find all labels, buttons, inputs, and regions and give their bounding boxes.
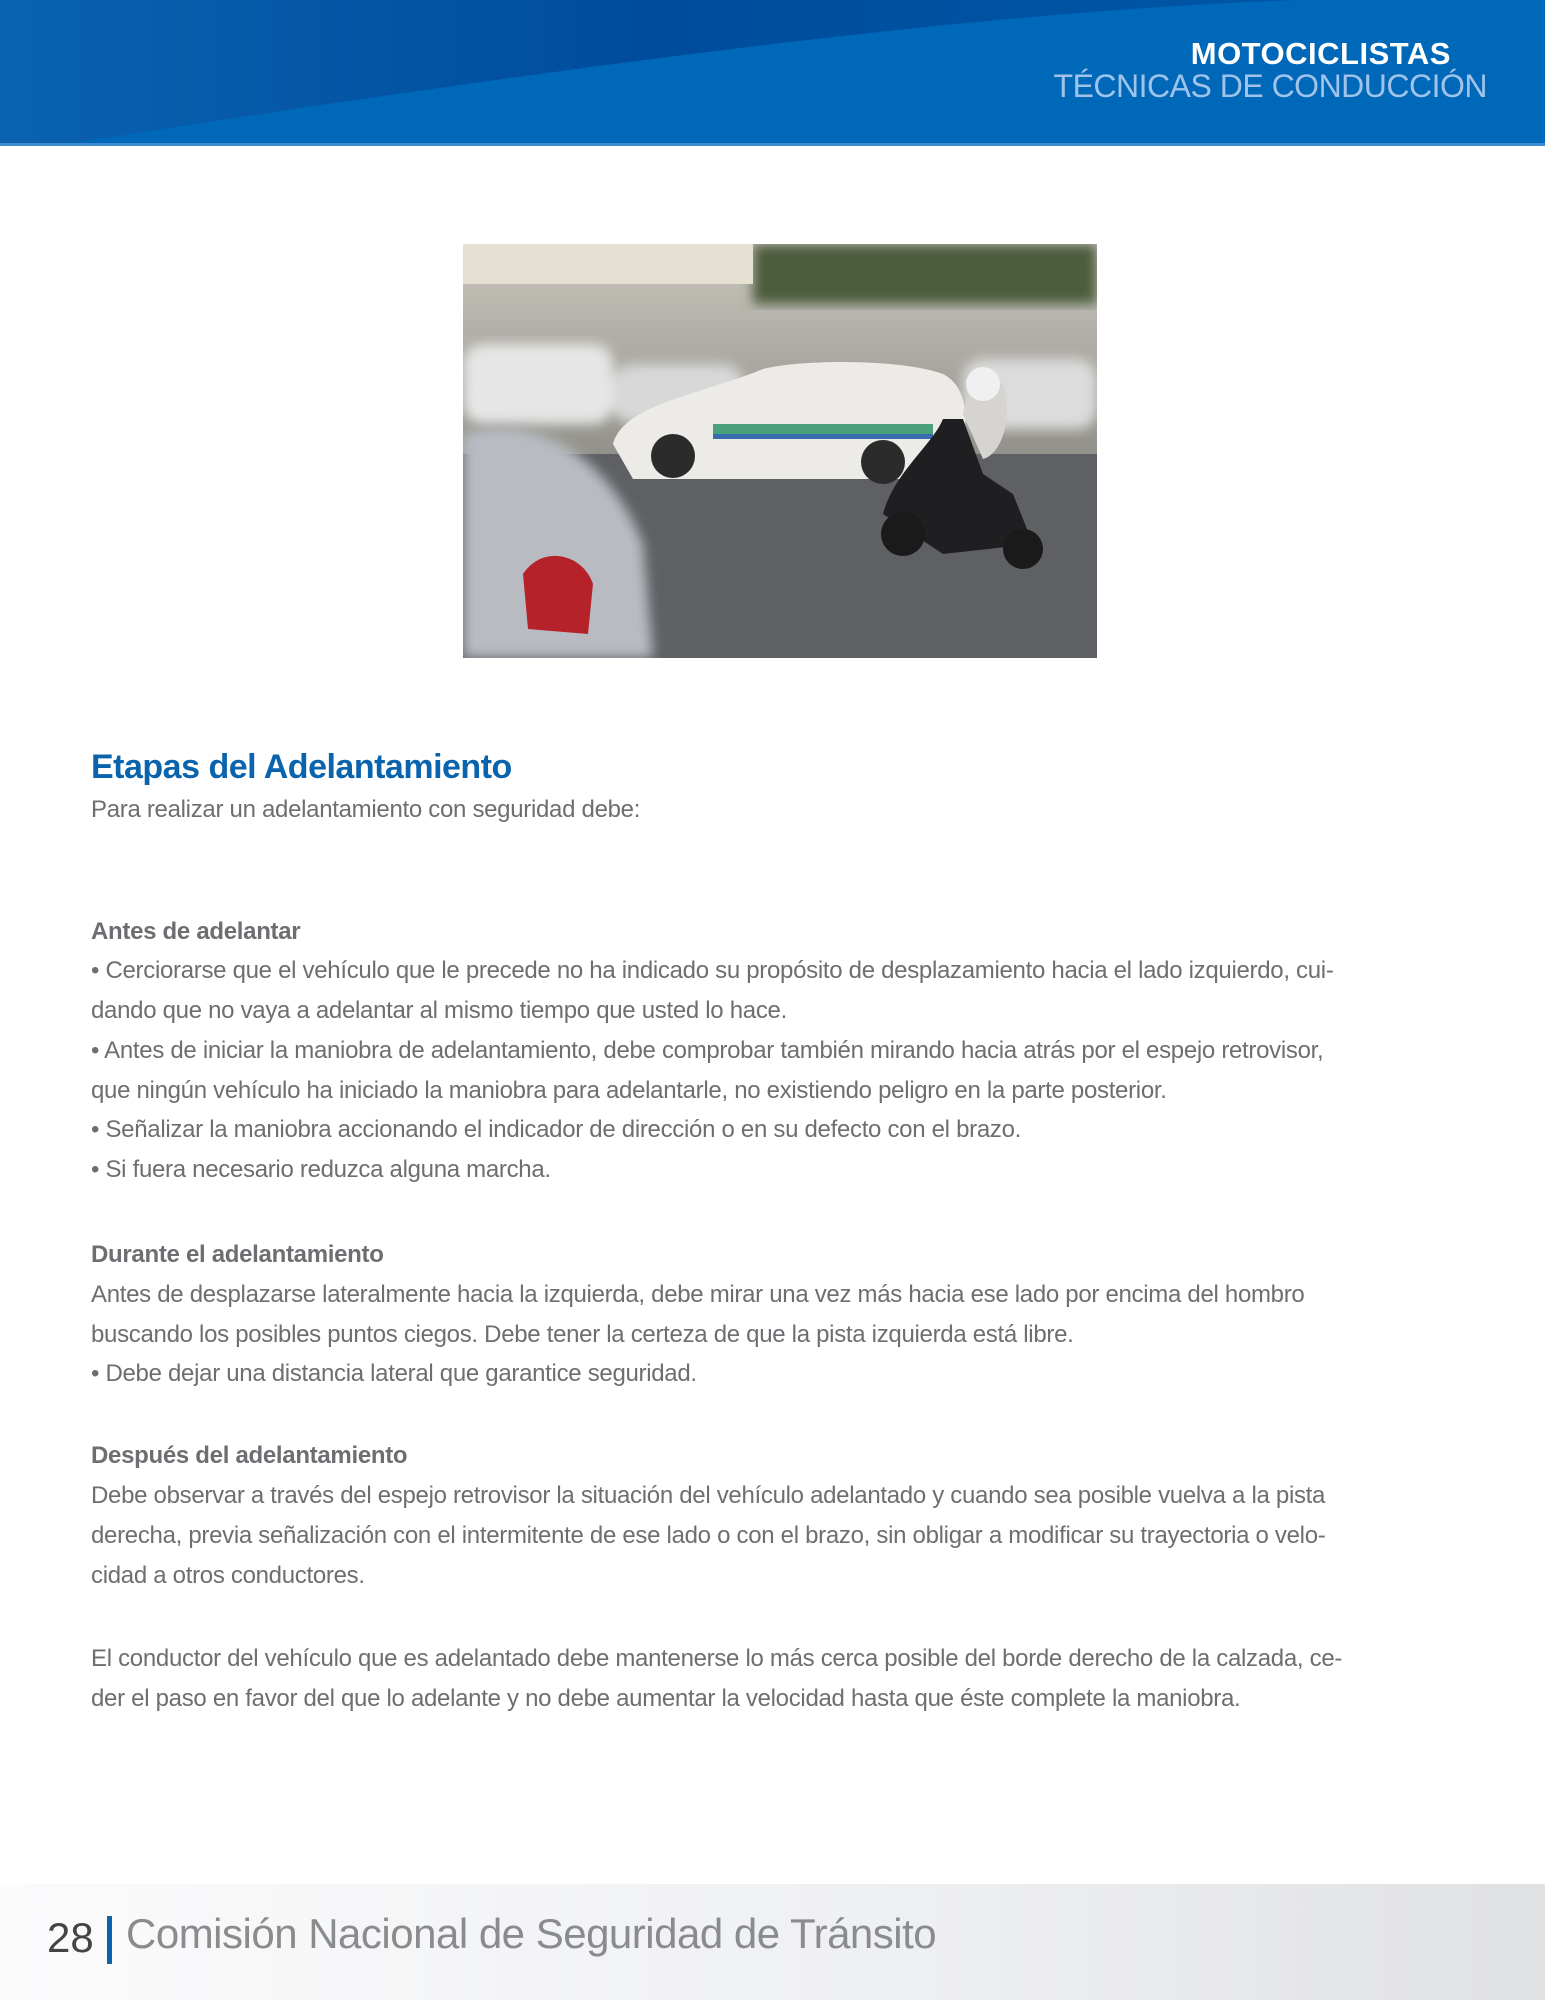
final-line: der el paso en favor del que lo adelante y no debe aumentar la velocidad hasta que éste complete la maniobra. bbox=[91, 1685, 1241, 1712]
antes-line: • Señalizar la maniobra accionando el indicador de dirección o en su defecto con el brazo. bbox=[91, 1116, 1021, 1143]
page-header bbox=[0, 0, 1545, 145]
header-divider bbox=[0, 143, 1545, 146]
subheading-antes: Antes de adelantar bbox=[91, 918, 301, 945]
header-subtitle: TÉCNICAS DE CONDUCCIÓN bbox=[1053, 68, 1487, 104]
subheading-despues: Después del adelantamiento bbox=[91, 1442, 408, 1469]
antes-line: • Antes de iniciar la maniobra de adelantamiento, debe comprobar también mirando hacia atrás por el espejo retrovisor, bbox=[91, 1037, 1324, 1064]
antes-line: • Cerciorarse que el vehículo que le precede no ha indicado su propósito de desplazamiento hacia el lado izquierdo, cui- bbox=[91, 957, 1334, 984]
antes-line: • Si fuera necesario reduzca alguna marcha. bbox=[91, 1156, 551, 1183]
section-heading: Etapas del Adelantamiento bbox=[91, 748, 512, 786]
durante-line: • Debe dejar una distancia lateral que garantice seguridad. bbox=[91, 1360, 697, 1387]
antes-line: dando que no vaya a adelantar al mismo tiempo que usted lo hace. bbox=[91, 997, 787, 1024]
despues-line: Debe observar a través del espejo retrovisor la situación del vehículo adelantado y cuando sea posible vuelva a la pista bbox=[91, 1482, 1326, 1509]
subheading-durante: Durante el adelantamiento bbox=[91, 1241, 384, 1268]
despues-line: cidad a otros conductores. bbox=[91, 1562, 365, 1589]
footer-organization: Comisión Nacional de Seguridad de Tránsito bbox=[126, 1910, 937, 1957]
durante-line: Antes de desplazarse lateralmente hacia la izquierda, debe mirar una vez más hacia ese lado por encima del hombro bbox=[91, 1281, 1305, 1308]
intro-text: Para realizar un adelantamiento con seguridad debe: bbox=[91, 796, 641, 823]
motorcycle-overtaking-photo bbox=[463, 244, 1097, 658]
durante-line: buscando los posibles puntos ciegos. Debe tener la certeza de que la pista izquierda está libre. bbox=[91, 1321, 1074, 1348]
header-title: MOTOCICLISTAS bbox=[1190, 36, 1451, 71]
footer-divider bbox=[107, 1916, 112, 1964]
page-number: 28 bbox=[47, 1914, 94, 1961]
antes-line: que ningún vehículo ha iniciado la maniobra para adelantarle, no existiendo peligro en la parte posterior. bbox=[91, 1077, 1167, 1104]
final-line: El conductor del vehículo que es adelantado debe mantenerse lo más cerca posible del borde derecho de la calzada, ce- bbox=[91, 1645, 1343, 1672]
despues-line: derecha, previa señalización con el intermitente de ese lado o con el brazo, sin obligar a modificar su trayectoria o velo- bbox=[91, 1522, 1326, 1549]
